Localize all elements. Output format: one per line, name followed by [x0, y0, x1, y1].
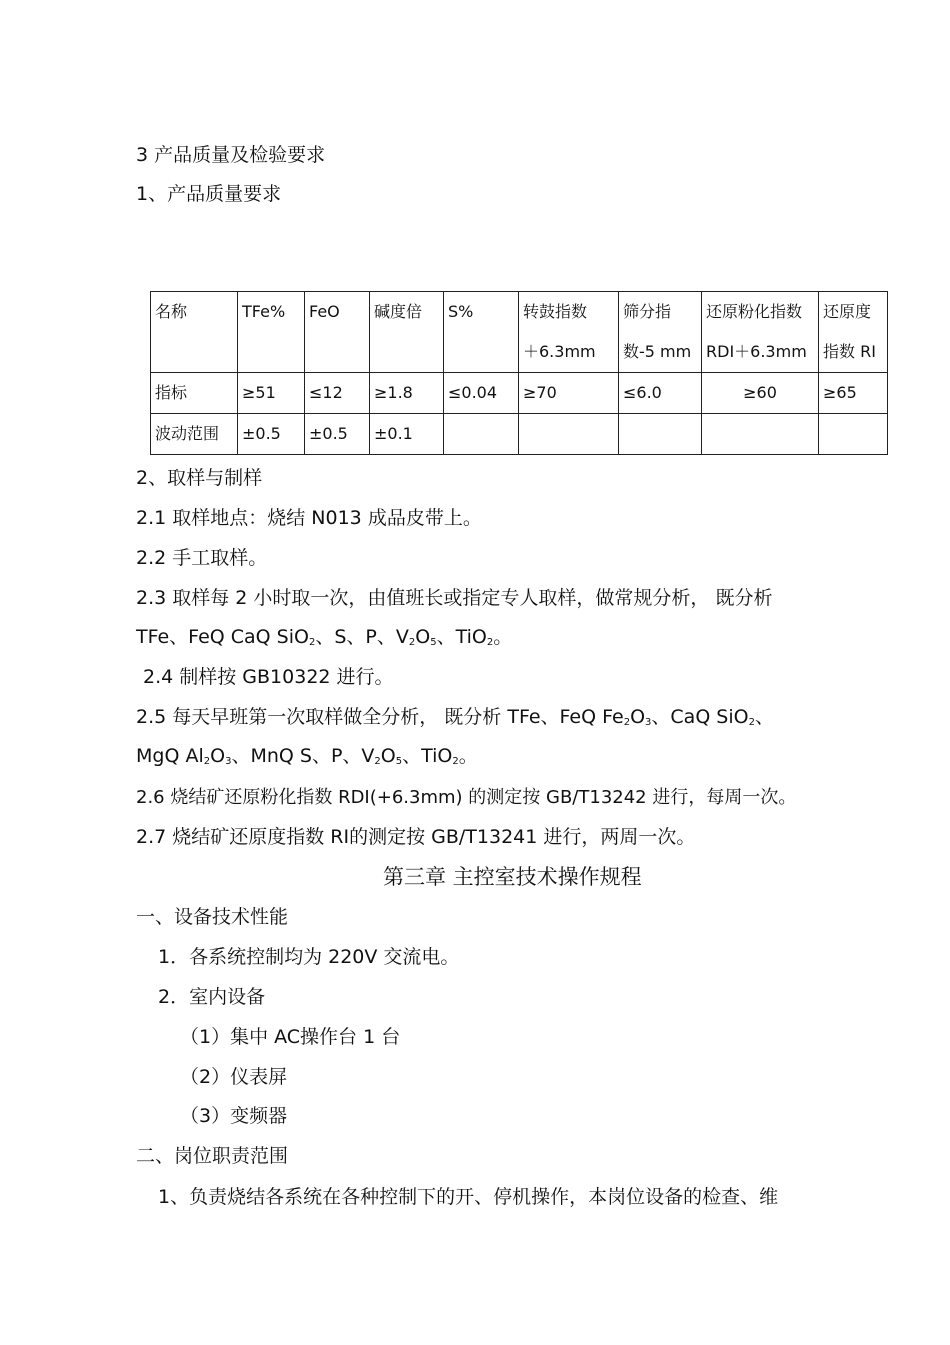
- device-item-3: （3）变频器: [180, 1105, 288, 1127]
- table-cell: ≥1.8: [370, 373, 444, 414]
- section-title: 3 产品质量及检验要求: [136, 144, 326, 166]
- table-cell: [519, 414, 619, 455]
- table-cell: ≥60: [702, 373, 819, 414]
- chapter-title: 第三章 主控室技术操作规程: [383, 865, 642, 889]
- text-span: 、S、P、V: [315, 626, 409, 648]
- text-span: 2.5 每天早班第一次取样做全分析， 既分析 TFe、FeQ Fe: [136, 706, 624, 728]
- duty-item-1: 1、负责烧结各系统在各种控制下的开、停机操作，本岗位设备的检查、维: [158, 1186, 779, 1208]
- subscript: 2: [374, 756, 381, 767]
- subscript: 2: [452, 756, 459, 767]
- text-span: O: [210, 745, 226, 767]
- header-cell: TFe%: [238, 292, 305, 373]
- paragraph-2-4: 2.4 制样按 GB10322 进行。: [143, 666, 394, 688]
- subsection-quality: 1、产品质量要求: [136, 183, 282, 205]
- table-cell: ≤0.04: [444, 373, 519, 414]
- subscript: 2: [203, 756, 211, 767]
- device-item-1: （1）集中 AC操作台 1 台: [180, 1026, 401, 1048]
- quality-spec-table: [150, 291, 888, 455]
- paragraph-2-5-cont: [136, 744, 478, 774]
- subscript: 2: [623, 717, 631, 728]
- subscript: 2: [486, 637, 494, 648]
- header-cell: 名称: [151, 292, 238, 373]
- table-cell: [702, 414, 819, 455]
- table-cell: 指标: [151, 373, 238, 414]
- text-span: 。: [493, 626, 513, 648]
- table-row: [151, 373, 888, 414]
- text-span: 、: [754, 706, 774, 728]
- text-span: 。: [458, 745, 478, 767]
- header-cell: 碱度倍: [370, 292, 444, 373]
- header-cell: 筛分指 数-5 mm: [619, 292, 702, 373]
- text-span: O: [630, 706, 646, 728]
- equipment-item-1: 1．各系统控制均为 220V 交流电。: [158, 946, 460, 968]
- table-cell: ±0.5: [305, 414, 370, 455]
- table-cell: 波动范围: [151, 414, 238, 455]
- equipment-item-2: 2．室内设备: [158, 986, 266, 1008]
- subscript: 5: [430, 637, 437, 648]
- paragraph-2-5: [136, 705, 774, 735]
- device-item-2: （2）仪表屏: [180, 1066, 288, 1088]
- table-cell: [444, 414, 519, 455]
- text-span: 、TiO: [402, 745, 453, 767]
- header-cell: 还原度 指数 RI: [819, 292, 888, 373]
- paragraph-2-3-cont: [136, 625, 512, 655]
- paragraph-2-1: 2.1 取样地点：烧结 N013 成品皮带上。: [136, 507, 482, 529]
- subscript: 2: [748, 717, 755, 728]
- table-cell: ≤6.0: [619, 373, 702, 414]
- text-span: MgQ Al: [136, 745, 204, 767]
- paragraph-2-7: 2.7 烧结矿还原度指数 RI的测定按 GB/T13241 进行，两周一次。: [136, 826, 696, 848]
- subsection-sampling: 2、取样与制样: [136, 467, 263, 489]
- subscript: 3: [225, 756, 232, 767]
- table-cell: ≥70: [519, 373, 619, 414]
- table-cell: ±0.1: [370, 414, 444, 455]
- paragraph-2-6: 2.6 烧结矿还原粉化指数 RDI(+6.3mm) 的测定按 GB/T13242 进行，每周一次。: [136, 787, 797, 808]
- table-row: [151, 414, 888, 455]
- text-span: 、MnQ S、P、V: [231, 745, 375, 767]
- text-span: O: [415, 626, 431, 648]
- part-heading-duties: 二、岗位职责范围: [136, 1145, 289, 1167]
- table-cell: ≥65: [819, 373, 888, 414]
- table-cell: ≥51: [238, 373, 305, 414]
- text-span: 、TiO: [436, 626, 487, 648]
- subscript: 5: [395, 756, 403, 767]
- text-span: 、CaQ SiO: [651, 706, 749, 728]
- subscript: 2: [408, 637, 416, 648]
- paragraph-2-2: 2.2 手工取样。: [136, 547, 268, 569]
- part-heading-equipment: 一、设备技术性能: [136, 906, 289, 928]
- header-cell: 还原粉化指数 RDI＋6.3mm: [702, 292, 819, 373]
- table-cell: [819, 414, 888, 455]
- text-span: TFe、FeQ CaQ SiO: [136, 626, 309, 648]
- subscript: 3: [645, 717, 652, 728]
- header-cell: FeO: [305, 292, 370, 373]
- text-span: O: [380, 745, 396, 767]
- table-header-row: [151, 292, 888, 373]
- table-cell: ≤12: [305, 373, 370, 414]
- paragraph-2-3: 2.3 取样每 2 小时取一次，由值班长或指定专人取样，做常规分析， 既分析: [136, 587, 773, 609]
- table-cell: [619, 414, 702, 455]
- header-cell: 转鼓指数 ＋6.3mm: [519, 292, 619, 373]
- table-cell: ±0.5: [238, 414, 305, 455]
- subscript: 2: [308, 637, 316, 648]
- header-cell: S%: [444, 292, 519, 373]
